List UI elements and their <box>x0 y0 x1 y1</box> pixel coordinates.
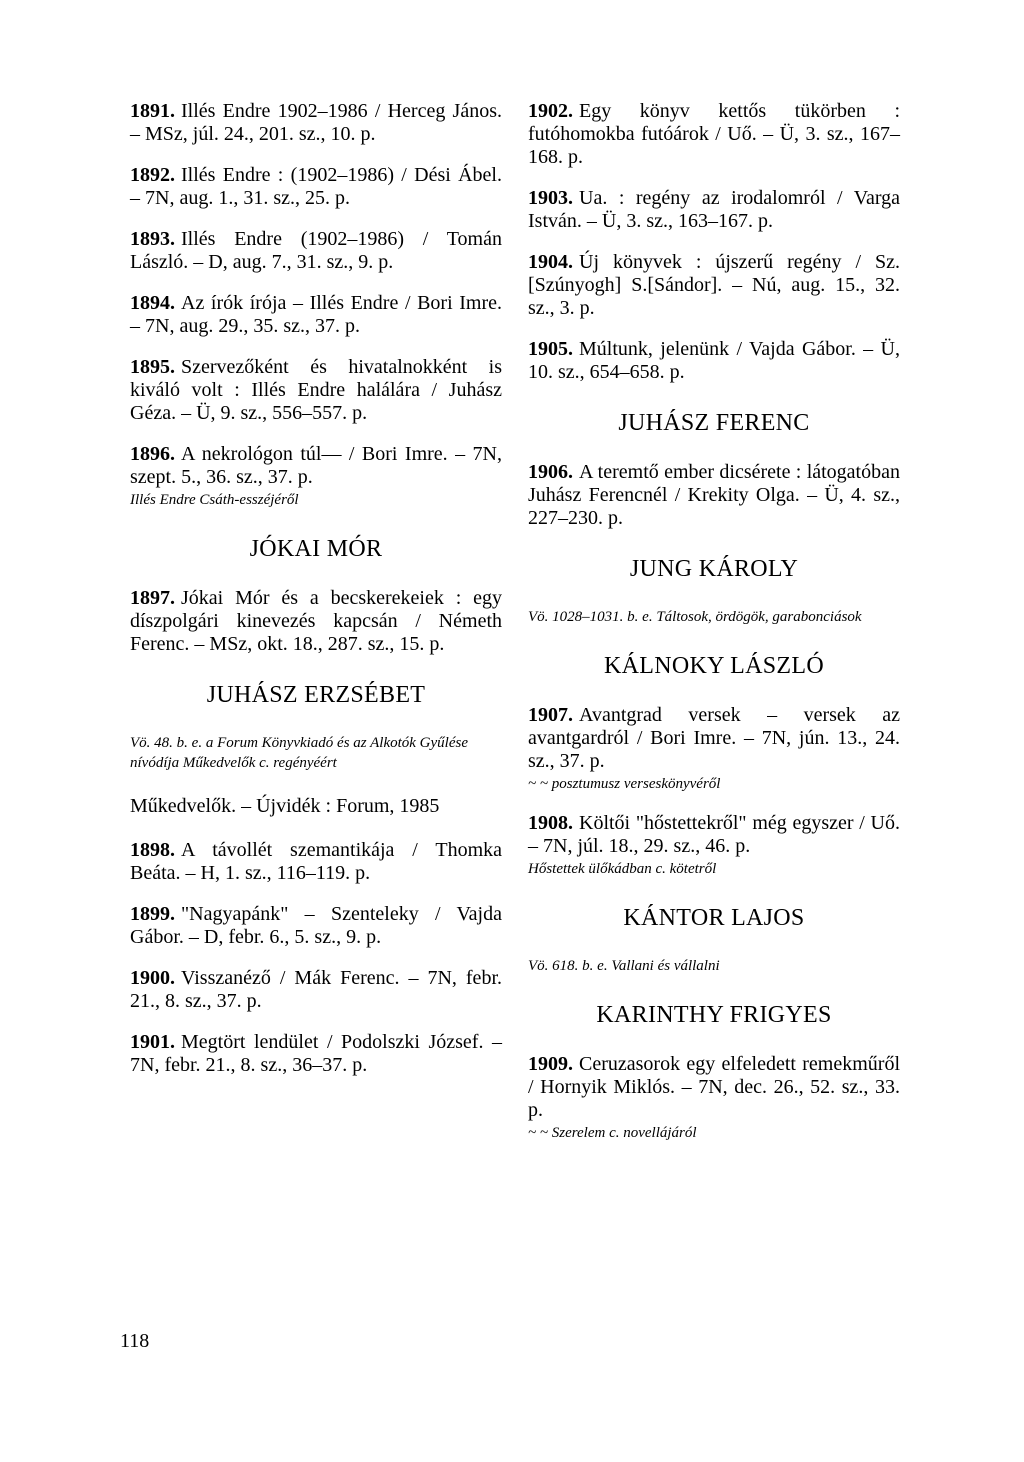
entry-text: Múltunk, jelenünk / Vajda Gábor. – Ü, 10. sz., 654–658. p. <box>528 338 900 383</box>
section-heading-kalnoky: KÁLNOKY LÁSZLÓ <box>604 653 824 679</box>
entry-text: Szervezőként és hivatalnokként is kiváló volt : Illés Endre halálára / Juhász Géza. – Ü, 9. sz., 556–557. p. <box>130 356 502 424</box>
cross-reference: Vö. 48. b. e. a Forum Könyvkiadó és az Alkotók Gyűlése nívódíja Műkedvelők c. regényéért <box>130 735 468 771</box>
entry-text: Illés Endre 1902–1986 / Herceg János. – MSz, júl. 24., 201. sz., 10. p. <box>130 100 502 145</box>
entry-number: 1897. <box>130 587 175 609</box>
entry-number: 1894. <box>130 292 175 314</box>
entry-text: Az írók írója – Illés Endre / Bori Imre. – 7N, aug. 29., 35. sz., 37. p. <box>130 292 502 337</box>
entry-1895 <box>130 356 502 425</box>
section-heading-juhasz-ferenc: JUHÁSZ FERENC <box>618 410 810 436</box>
entry-number: 1895. <box>130 356 175 378</box>
entry-number: 1900. <box>130 967 175 989</box>
entry-number: 1899. <box>130 903 175 925</box>
entry-1907 <box>528 704 900 794</box>
page-number: 118 <box>120 1330 150 1352</box>
entry-number: 1891. <box>130 100 175 122</box>
section-heading-jokai: JÓKAI MÓR <box>249 536 383 562</box>
entry-text: Új könyvek : újszerű regény / Sz.[Szúnyogh] S.[Sándor]. – Nú, aug. 15., 32. sz., 3. p. <box>528 251 900 319</box>
entry-text: Egy könyv kettős tükörben : futóhomokba futóárok / Uő. – Ü, 3. sz., 167–168. p. <box>528 100 900 168</box>
entry-number: 1898. <box>130 839 175 861</box>
cross-reference: Vö. 618. b. e. Vallani és vállalni <box>528 958 720 974</box>
entry-number: 1905. <box>528 338 573 360</box>
entry-1899 <box>130 903 502 949</box>
entry-number: 1896. <box>130 443 175 465</box>
entry-number: 1902. <box>528 100 573 122</box>
entry-1902 <box>528 100 900 169</box>
entry-1901 <box>130 1031 502 1077</box>
entry-text: Ua. : regény az irodalomról / Varga István. – Ü, 3. sz., 163–167. p. <box>528 187 900 232</box>
entry-text: Jókai Mór és a becskerekeiek : egy díszpolgári kinevezés kapcsán / Németh Ferenc. – MSz, okt. 18., 287. sz., 15. p. <box>130 587 502 655</box>
entry-note: ~ ~ posztumusz verseskönyvéről <box>528 776 721 792</box>
entry-text: "Nagyapánk" – Szenteleky / Vajda Gábor. – D, febr. 6., 5. sz., 9. p. <box>130 903 502 948</box>
entry-text: Visszanéző / Mák Ferenc. – 7N, febr. 21., 8. sz., 37. p. <box>130 967 502 1012</box>
entry-1904 <box>528 251 900 320</box>
entry-1903 <box>528 187 900 233</box>
entry-1892 <box>130 164 502 210</box>
entry-text: Avantgrad versek – versek az avantgardról / Bori Imre. – 7N, jún. 13., 24. sz., 37. p. <box>528 704 900 772</box>
entry-number: 1906. <box>528 461 573 483</box>
entry-1894 <box>130 292 502 338</box>
section-heading-jung: JUNG KÁROLY <box>629 556 799 582</box>
entry-1897 <box>130 587 502 656</box>
entry-1898 <box>130 839 502 885</box>
entry-1893 <box>130 228 502 274</box>
entry-number: 1892. <box>130 164 175 186</box>
entry-note: Illés Endre Csáth-esszéjéről <box>130 492 299 508</box>
entry-1900 <box>130 967 502 1013</box>
entry-1896 <box>130 443 502 510</box>
right-column <box>528 100 900 1161</box>
entry-1906 <box>528 461 900 530</box>
book-reference: Műkedvelők. – Újvidék : Forum, 1985 <box>130 795 440 817</box>
entry-number: 1907. <box>528 704 573 726</box>
entry-number: 1909. <box>528 1053 573 1075</box>
section-heading-kantor: KÁNTOR LAJOS <box>623 905 805 931</box>
entry-text: A távollét szemantikája / Thomka Beáta. – H, 1. sz., 116–119. p. <box>130 839 502 884</box>
entry-1891 <box>130 100 502 146</box>
entry-text: Költői "hőstettekről" még egyszer / Uő. – 7N, júl. 18., 29. sz., 46. p. <box>528 812 900 857</box>
left-column <box>130 100 502 1095</box>
entry-1908 <box>528 812 900 879</box>
entry-text: A teremtő ember dicsérete : látogatóban Juhász Ferencnél / Krekity Olga. – Ü, 4. sz., 227–230. p. <box>528 461 900 529</box>
entry-text: Illés Endre (1902–1986) / Tomán László. – D, aug. 7., 31. sz., 9. p. <box>130 228 502 273</box>
cross-reference: Vö. 1028–1031. b. e. Táltosok, ördögök, garabonciások <box>528 609 862 625</box>
entry-number: 1893. <box>130 228 175 250</box>
entry-text: A nekrológon túl— / Bori Imre. – 7N, szept. 5., 36. sz., 37. p. <box>130 443 502 488</box>
entry-text: Ceruzasorok egy elfeledett remekműről / Hornyik Miklós. – 7N, dec. 26., 52. sz., 33. p. <box>528 1053 900 1121</box>
section-heading-karinthy: KARINTHY FRIGYES <box>596 1002 832 1028</box>
entry-note: ~ ~ Szerelem c. novellájáról <box>528 1125 697 1141</box>
entry-number: 1903. <box>528 187 573 209</box>
section-heading-juhasz-erzsebet: JUHÁSZ ERZSÉBET <box>206 682 426 708</box>
entry-number: 1908. <box>528 812 573 834</box>
entry-1909 <box>528 1053 900 1143</box>
entry-text: Illés Endre : (1902–1986) / Dési Ábel. – 7N, aug. 1., 31. sz., 25. p. <box>130 164 502 209</box>
entry-text: Megtört lendület / Podolszki József. – 7N, febr. 21., 8. sz., 36–37. p. <box>130 1031 502 1076</box>
entry-number: 1901. <box>130 1031 175 1053</box>
entry-note: Hőstettek ülőkádban c. kötetről <box>528 861 717 877</box>
entry-1905 <box>528 338 900 384</box>
entry-number: 1904. <box>528 251 573 273</box>
